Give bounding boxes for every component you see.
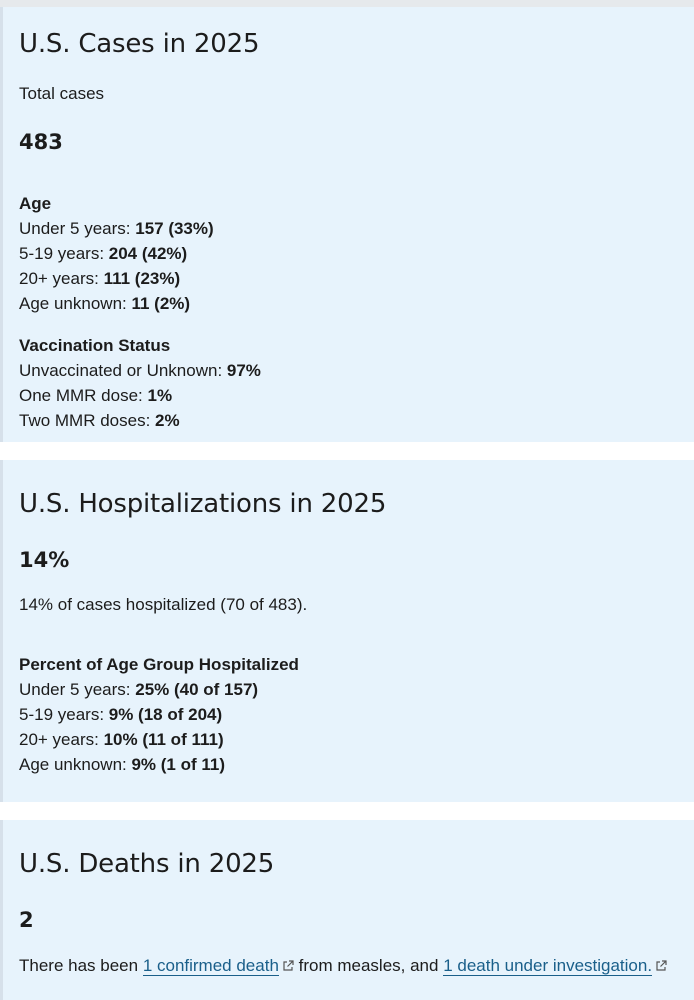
death-under-investigation-link[interactable]: 1 death under investigation. — [443, 956, 653, 975]
cases-title: U.S. Cases in 2025 — [19, 29, 260, 59]
age-group-hospitalized-heading: Percent of Age Group Hospitalized — [19, 655, 299, 674]
vax-row-two-doses: Two MMR doses: 2% — [19, 411, 180, 430]
deaths-title: U.S. Deaths in 2025 — [19, 849, 275, 879]
hospitalizations-card — [0, 460, 694, 802]
deaths-text: There has been 1 confirmed death from measles, and 1 death under investigation. — [19, 956, 667, 976]
hospitalization-summary: 14% of cases hospitalized (70 of 483). — [19, 595, 308, 614]
hospitalization-rate: 14% — [19, 548, 70, 572]
age-heading: Age — [19, 194, 52, 213]
cases-card — [0, 7, 694, 442]
top-divider — [0, 0, 694, 7]
deaths-card — [0, 820, 694, 1000]
age-row-5-19: 5-19 years: 204 (42%) — [19, 244, 188, 263]
age-section — [19, 191, 214, 316]
vax-row-unvaccinated: Unvaccinated or Unknown: 97% — [19, 361, 261, 380]
external-link-icon[interactable] — [282, 960, 294, 972]
vax-row-one-dose: One MMR dose: 1% — [19, 386, 173, 405]
vaccination-heading: Vaccination Status — [19, 336, 171, 355]
total-cases-value: 483 — [19, 130, 63, 154]
age-row-unknown: Age unknown: 11 (2%) — [19, 294, 191, 313]
confirmed-death-link[interactable]: 1 confirmed death — [142, 956, 279, 975]
hospitalizations-title: U.S. Hospitalizations in 2025 — [19, 489, 387, 519]
hosp-row-20plus: 20+ years: 10% (11 of 111) — [19, 730, 224, 749]
age-group-hospitalized-section — [19, 652, 299, 777]
hosp-row-under5: Under 5 years: 25% (40 of 157) — [19, 680, 259, 699]
age-row-under5: Under 5 years: 157 (33%) — [19, 219, 214, 238]
total-cases-label: Total cases — [19, 84, 105, 103]
hosp-row-5-19: 5-19 years: 9% (18 of 204) — [19, 705, 223, 724]
external-link-icon[interactable] — [655, 960, 667, 972]
vaccination-section — [19, 333, 261, 433]
age-row-20plus: 20+ years: 111 (23%) — [19, 269, 181, 288]
hosp-row-unknown: Age unknown: 9% (1 of 11) — [19, 755, 226, 774]
deaths-value: 2 — [19, 908, 34, 932]
